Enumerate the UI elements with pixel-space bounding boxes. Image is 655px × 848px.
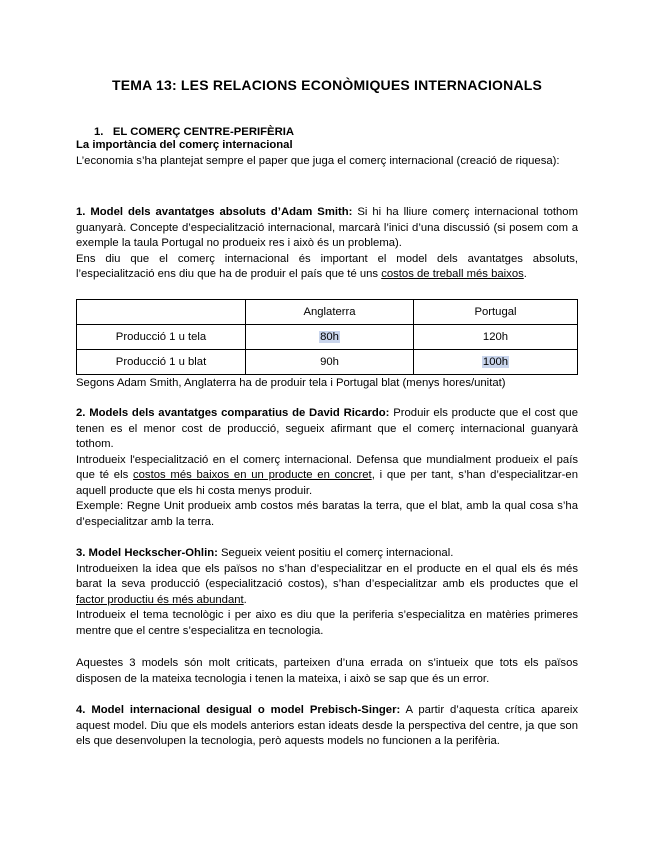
model-4-heading: 4. Model internacional desigual o model Prebisch-Singer:: [76, 704, 401, 716]
highlighted-value: 100h: [482, 356, 509, 368]
table-cell: [246, 325, 414, 350]
model-3: [76, 546, 578, 639]
model-3-text1: Segueix veient positiu el comerç internacional.: [217, 547, 454, 559]
model-1-text2-end: .: [523, 268, 527, 280]
model-4: [76, 703, 578, 750]
model-4-paragraph: [76, 703, 578, 750]
table-row: [77, 325, 578, 350]
table-cell: 120h: [414, 325, 578, 350]
model-2-paragraph: [76, 406, 578, 453]
table-row-label: Producció 1 u tela: [77, 325, 246, 350]
document-title: TEMA 13: LES RELACIONS ECONÒMIQUES INTERNACIONALS: [111, 77, 543, 93]
model-4-text1: A partir d’aquesta crítica apareix aquest model. Diu que els models anteriors estan ideats desde la perspectiva del centre, ja que son els que desenvolupen la tecnologia, però aquests models no funcionen a la perifèria.: [76, 704, 578, 747]
section-1-number: 1.: [94, 126, 104, 138]
model-2-underline: costos més baixos en un producte en concret: [133, 469, 372, 481]
table-cell: [414, 350, 578, 375]
model-1-paragraph-2: [76, 252, 578, 283]
table-row-label: Producció 1 u blat: [77, 350, 246, 375]
critique-paragraph: Aquestes 3 models són molt criticats, parteixen d’una errada on s’intueix que tots els països disposen de la mateixa tecnologia i tenen la mateixa, i això se sap que és un error.: [76, 657, 578, 685]
model-1: [76, 205, 578, 283]
section-1-subheading: La importància del comerç internacional: [76, 139, 293, 151]
section-1-title: EL COMERÇ CENTRE-PERIFÈRIA: [112, 126, 295, 138]
table-header-cell: Anglaterra: [246, 300, 414, 325]
model-2: [76, 406, 578, 530]
model-3-heading: 3. Model Heckscher-Ohlin:: [76, 547, 218, 559]
model-2-paragraph-2: [76, 453, 578, 500]
table-row: [77, 350, 578, 375]
model-2-heading: 2. Models dels avantatges comparatius de David Ricardo:: [76, 407, 390, 419]
critique: [76, 656, 578, 687]
model-2-text2: Introdueix l'especialització en el comerç internacional. Defensa que mundialment produeix el país que té els: [76, 453, 578, 481]
model-3-paragraph: [76, 546, 578, 562]
table-header-cell: [77, 300, 246, 325]
model-3-text2-end: .: [243, 593, 247, 606]
model-2-example: Exemple: Regne Unit produeix amb costos més baratas la terra, que el blat, amb la qual cosa s’ha d’especialitzar amb la terra.: [76, 500, 578, 528]
model-1-text2: Ens diu que el comerç internacional és important el model dels avantatges absoluts, l’especialització ens diu que ha de produir el país que té uns: [76, 252, 578, 280]
model-3-paragraph-3: Introdueix el tema tecnològic i per aixo es diu que la periferia s’especialitza en matèries primeres mentre que el centre s’especialitza en tecnologia.: [76, 609, 578, 637]
model-3-underline: factor productiu és més abundant: [76, 593, 244, 606]
comparison-table-block: [76, 299, 578, 392]
table-caption: Segons Adam Smith, Anglaterra ha de produir tela i Portugal blat (menys hores/unitat): [76, 377, 506, 389]
section-1: [76, 126, 578, 169]
model-2-text2-end: , i que per tant, s’han d’especialitzar-en aquell producte que els hi costa menys produir.: [76, 469, 578, 497]
table-header-row: [77, 300, 578, 325]
model-1-text1: Si hi ha lliure comerç internacional tothom guanyarà. Concepte d’especialització internacional, marcarà l’inici d’una discussió (si posem com a exemple la taula Portugal no produeix res i això és un problema).: [76, 206, 578, 249]
highlighted-value: 80h: [320, 331, 339, 343]
table-cell: 90h: [246, 350, 414, 375]
section-1-heading: [76, 126, 578, 138]
model-3-text2: Introdueixen la idea que els països no s’han d’especialitzar en el producte en el qual els és més barat la seva producció (especialització costos), s’han d’especialitzar amb els productes que el: [76, 562, 578, 590]
model-3-paragraph-2: [76, 562, 578, 609]
model-2-text1: Produir els producte que el cost que tenen es el menor cost de producció, segueix afirmant que el comerç internacional guanyarà tothom.: [76, 407, 578, 450]
section-1-intro: L’economia s’ha plantejat sempre el paper que juga el comerç internacional (creació de riquesa):: [76, 154, 560, 167]
model-1-paragraph: [76, 205, 578, 252]
model-1-heading: 1. Model dels avantatges absoluts d’Adam Smith:: [76, 206, 353, 218]
comparison-table: [76, 299, 578, 375]
model-1-underline: costos de treball més baixos: [381, 268, 524, 280]
table-header-cell: Portugal: [414, 300, 578, 325]
